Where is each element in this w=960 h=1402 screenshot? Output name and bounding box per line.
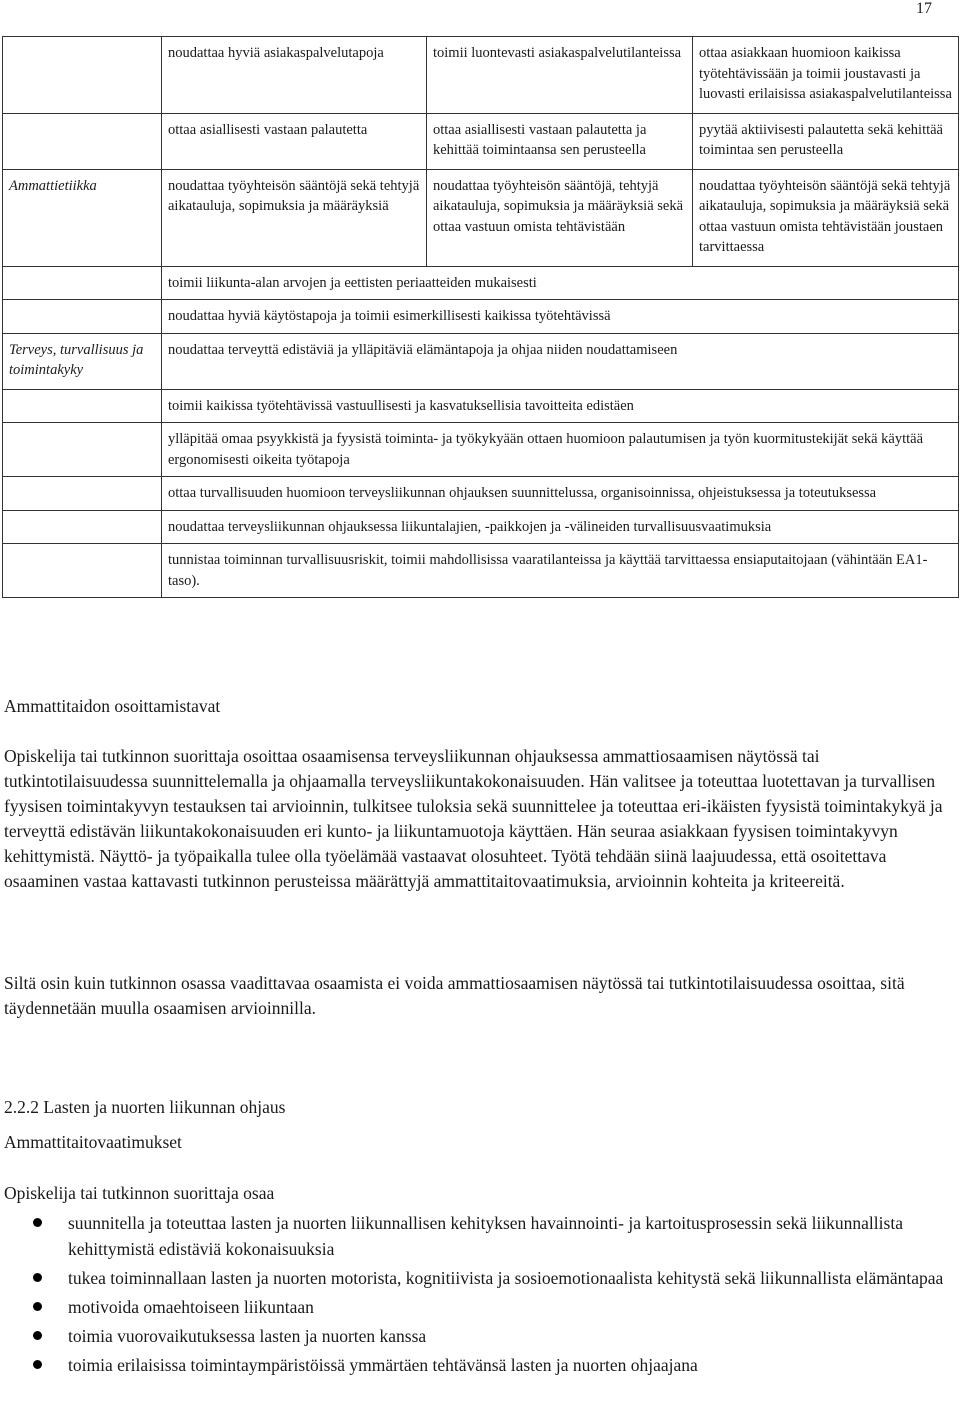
table-row [3, 544, 959, 598]
list-item [4, 1323, 954, 1349]
bullet-icon [33, 1302, 42, 1311]
table-row [3, 389, 959, 423]
page-number: 17 [916, 0, 932, 17]
criteria-cell-merged: tunnistaa toiminnan turvallisuusriskit, toimii mahdollisissa vaaratilanteissa ja käyttää tarvittaessa ensiaputaitojaan (vähintään EA1-taso). [162, 544, 959, 598]
table-row [3, 113, 959, 169]
criteria-cell-merged: noudattaa terveyttä edistäviä ja ylläpitäviä elämäntapoja ja ohjaa niiden noudattamiseen [162, 333, 959, 389]
criteria-cell-excellent: noudattaa työyhteisön sääntöjä sekä tehtyjä aikatauluja, sopimuksia ja määräyksiä sekä ottaa vastuun omista tehtävistään joustaen tarvittaessa [693, 169, 959, 266]
list-item-text: toimia vuorovaikutuksessa lasten ja nuorten kanssa [68, 1326, 427, 1346]
list-item [4, 1210, 954, 1262]
requirements-heading: Ammattitaitovaatimukset [4, 1132, 182, 1152]
criteria-cell-good: ottaa asiallisesti vastaan palautetta ja kehittää toimintaansa sen perusteella [427, 113, 693, 169]
list-item-text: toimia erilaisissa toimintaympäristöissä ymmärtäen tehtävänsä lasten ja nuorten ohjaajana [68, 1355, 698, 1375]
table-row [3, 266, 959, 300]
bullet-icon [33, 1360, 42, 1369]
list-item [4, 1294, 954, 1320]
category-cell [3, 266, 162, 300]
table-row [3, 510, 959, 544]
category-cell [3, 113, 162, 169]
demonstration-paragraph: Opiskelija tai tutkinnon suorittaja osoittaa osaamisensa terveysliikunnan ohjauksessa ammattiosaamisen näytössä tai tutkintotilaisuudessa suunnittelemalla ja ohjaamalla terveysliikuntakokonaisuuden. Hän valitsee ja toteuttaa luotettavan ja turvallisen fyysisen toimintakyvyn testauksen tai arvioinnin, tulkitsee tuloksia sekä suunnittelee ja toteuttaa eri-ikäisten fyysistä toimintakykyä ja terveyttä edistävän liikuntakokonaisuuden eri kunto- ja liikuntamuotoja käyttäen. Hän seuraa asiakkaan fyysisen toimintakyvyn kehittymistä. Näyttö- ja työpaikalla tulee olla työelämää vastaavat olosuhteet. Työtä tehdään siinä laajuudessa, että osoitettava osaaminen vastaa kattavasti tutkinnon perusteissa määrättyjä ammattitaitovaatimuksia, arvioinnin kohteita ja kriteereitä. [4, 746, 943, 891]
criteria-cell-merged: toimii liikunta-alan arvojen ja eettisten periaatteiden mukaisesti [162, 266, 959, 300]
supplementary-assessment-paragraph: Siltä osin kuin tutkinnon osassa vaadittavaa osaamista ei voida ammattiosaamisen näytössä tai tutkintotilaisuudessa osoittaa, sitä täydennetään muulla osaamisen arvioinnilla. [4, 973, 905, 1018]
bullet-icon [33, 1331, 42, 1340]
section-title: 2.2.2 Lasten ja nuorten liikunnan ohjaus [4, 1097, 286, 1117]
category-cell [3, 510, 162, 544]
list-item [4, 1265, 954, 1291]
demonstration-methods-heading: Ammattitaidon osoittamistavat [4, 696, 221, 716]
category-cell [3, 477, 162, 511]
table-row [3, 169, 959, 266]
category-cell-ammattietiikka: Ammattietiikka [3, 169, 162, 266]
table-row [3, 300, 959, 334]
criteria-cell-excellent: pyytää aktiivisesti palautetta sekä kehittää toimintaa sen perusteella [693, 113, 959, 169]
category-cell [3, 37, 162, 114]
criteria-cell-good: noudattaa työyhteisön sääntöjä, tehtyjä aikatauluja, sopimuksia ja määräyksiä sekä ottaa vastuun omista tehtävistään [427, 169, 693, 266]
bullet-icon [33, 1218, 42, 1227]
criteria-cell-merged: ottaa turvallisuuden huomioon terveysliikunnan ohjauksen suunnittelussa, organisoinnissa, ohjeistuksessa ja toteutuksessa [162, 477, 959, 511]
criteria-cell-satisfactory: noudattaa työyhteisön sääntöjä sekä tehtyjä aikatauluja, sopimuksia ja määräyksiä [162, 169, 427, 266]
table-row [3, 477, 959, 511]
criteria-cell-excellent: ottaa asiakkaan huomioon kaikissa työtehtävissään ja toimii joustavasti ja luovasti erilaisissa asiakaspalvelutilanteissa [693, 37, 959, 114]
list-item-text: tukea toiminnallaan lasten ja nuorten motorista, kognitiivista ja sosioemotionaalista kehitystä sekä liikunnallista elämäntapaa [68, 1268, 944, 1288]
category-cell-terveys: Terveys, turvallisuus ja toimintakyky [3, 333, 162, 389]
category-cell [3, 423, 162, 477]
criteria-cell-merged: toimii kaikissa työtehtävissä vastuullisesti ja kasvatuksellisia tavoitteita edistäen [162, 389, 959, 423]
list-item-text: motivoida omaehtoiseen liikuntaan [68, 1297, 314, 1317]
requirements-intro: Opiskelija tai tutkinnon suorittaja osaa [4, 1183, 275, 1203]
criteria-cell-satisfactory: noudattaa hyviä asiakaspalvelutapoja [162, 37, 427, 114]
assessment-criteria-table [2, 36, 959, 598]
criteria-cell-merged: noudattaa hyviä käytöstapoja ja toimii esimerkillisesti kaikissa työtehtävissä [162, 300, 959, 334]
criteria-cell-good: toimii luontevasti asiakaspalvelutilanteissa [427, 37, 693, 114]
list-item-text: suunnitella ja toteuttaa lasten ja nuorten liikunnallisen kehityksen havainnointi- ja kartoitusprosessin sekä liikunnallista kehittymistä edistäviä kokonaisuuksia [68, 1213, 903, 1259]
list-item [4, 1352, 954, 1378]
category-cell [3, 544, 162, 598]
requirements-list [4, 1210, 954, 1381]
bullet-icon [33, 1273, 42, 1282]
table-row [3, 333, 959, 389]
criteria-cell-merged: ylläpitää omaa psyykkistä ja fyysistä toiminta- ja työkykyään ottaen huomioon palautumisen ja työn kuormitustekijät sekä käyttää ergonomisesti oikeita työtapoja [162, 423, 959, 477]
category-cell [3, 300, 162, 334]
table-row [3, 37, 959, 114]
criteria-cell-satisfactory: ottaa asiallisesti vastaan palautetta [162, 113, 427, 169]
table-row [3, 423, 959, 477]
criteria-cell-merged: noudattaa terveysliikunnan ohjauksessa liikuntalajien, -paikkojen ja -välineiden turvallisuusvaatimuksia [162, 510, 959, 544]
category-cell [3, 389, 162, 423]
